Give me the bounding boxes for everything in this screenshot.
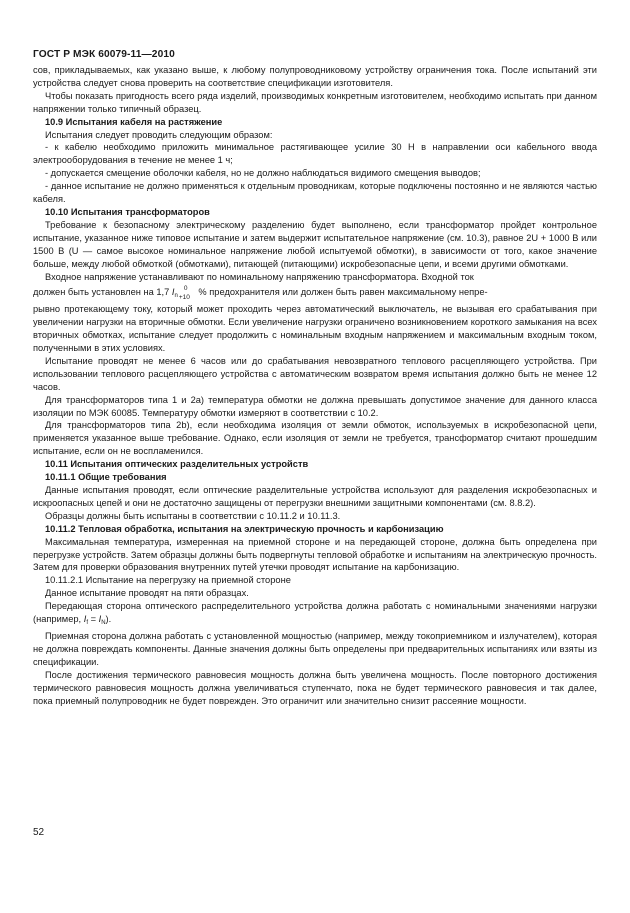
list-item: - данное испытание не должно применяться к отдельным проводникам, которые подключены постоянно и не являются частью кабеля. bbox=[33, 181, 597, 205]
paragraph: 10.11.2.1 Испытание на перегрузку на приемной стороне bbox=[45, 575, 291, 586]
section-heading: 10.11.1 Общие требования bbox=[45, 472, 167, 483]
document-header: ГОСТ Р МЭК 60079-11—2010 bbox=[33, 49, 175, 60]
paragraph: Испытания следует проводить следующим образом: bbox=[45, 129, 273, 140]
paragraph: Данное испытание проводят на пяти образцах. bbox=[45, 588, 249, 599]
formula-line: Передающая сторона оптического распределительного устройства должна работать с номинальными значениями нагрузки (например, $I_f = I_N$). bbox=[33, 601, 597, 627]
section-heading: 10.11 Испытания оптических разделительных устройств bbox=[45, 459, 309, 470]
paragraph: После достижения термического равновесия мощность должна быть увеличена мощность. После повторного достижения термического равновесия мощность должна увеличиваться ступенчато, пока не будет термического равновесия и так далее, пока приемный полупроводник не будет поврежден. Это ограничит или значительно снизит рассеяние мощности. bbox=[33, 669, 597, 706]
list-item: - допускается смещение оболочки кабеля, но не должно наблюдаться видимого смещения выводов; bbox=[45, 168, 481, 179]
paragraph: Максимальная температура, измеренная на приемной стороне и на передающей стороне, должна быть определена при перегрузке устройств. Затем образцы должны быть подвергнуты тепловой обработке и испытаниям на электрическую прочность. Затем для проверки образования внутренних путей утечки проводят испытание на карбонизацию. bbox=[33, 536, 597, 573]
page-body bbox=[33, 64, 597, 707]
paragraph: рывно протекающему току, который может проходить через автоматический выключатель, не вызывая его срабатывания при увеличении нагрузки на вторичные обмотки. Если увеличение нагрузки ограничено возникновением короткого замыкания на всех вторичных обмотках, испытание следует продолжить с номинальным входным напряжением и максимальным входным током, полученными в этих условиях. bbox=[33, 304, 597, 354]
paragraph: Для трансформаторов типа 2b), если необходима изоляция от земли обмоток, используемых в искробезопасной цепи, применяется указанное выше требование. Однако, если изоляция от земли не требуется, трансформатор считают прошедшим испытание, если он не воспламенился. bbox=[33, 420, 597, 457]
paragraph: Данные испытания проводят, если оптические разделительные устройства используют для разделения искробезопасных и искроопасных цепей и они не достаточно защищены от перегрузки внешними защитными компонентами (см. 8.8.2). bbox=[33, 485, 597, 508]
paragraph: Приемная сторона должна работать с установленной мощностью (например, между токоприемником и излучателем), которая не должна повреждать компоненты. Данные значения должны быть определены при предварительных испытаниях или взяты из спецификации. bbox=[33, 630, 597, 667]
paragraph: Чтобы показать пригодность всего ряда изделий, производимых конкретным изготовителем, необходимо испытать при данном напряжении только типичный образец. bbox=[33, 90, 597, 114]
section-heading: 10.10 Испытания трансформаторов bbox=[45, 206, 210, 217]
paragraph: Испытание проводят не менее 6 часов или до срабатывания невозвратного теплового расцепляющего устройства. При использовании теплового расцепляющего устройства с автоматическим возвратом время испытания должно быть не менее 12 часов. bbox=[33, 355, 597, 392]
paragraph: Входное напряжение устанавливают по номинальному напряжению трансформатора. Входной ток bbox=[45, 271, 474, 282]
paragraph: Для трансформаторов типа 1 и 2а) температура обмотки не должна превышать допустимое значение для данного класса изоляции по МЭК 60085. Температуру обмотки измеряют в соответствии с 10.2. bbox=[33, 394, 597, 418]
section-heading: 10.9 Испытания кабеля на растяжение bbox=[45, 116, 223, 127]
paragraph: сов, прикладываемых, как указано выше, к любому полупроводниковому устройству ограничения тока. После испытаний эти устройства следует снова проверить на соответствие спецификации изготовителя. bbox=[33, 65, 597, 88]
paragraph: Образцы должны быть испытаны в соответствии с 10.11.2 и 10.11.3. bbox=[45, 510, 341, 521]
tolerance: 0 +10 bbox=[178, 284, 190, 301]
list-item: - к кабелю необходимо приложить минимальное растягивающее усилие 30 Н в направлении оси кабельного ввода электрооборудования в течение не менее 1 ч; bbox=[33, 142, 597, 166]
page-number: 52 bbox=[33, 827, 45, 838]
section-heading: 10.11.2 Тепловая обработка, испытания на электрическую прочность и карбонизацию bbox=[45, 523, 444, 534]
paragraph: Требование к безопасному электрическому разделению будет выполнено, если трансформатор пройдет контрольное испытание, указанное ниже типовое испытание и затем выдержит испытательное напряжение (см. 10.3), равное 2U + 1000 В или 1500 В (U — самое высокое номинальное напряжение любой испытуемой обмотки), в зависимости от того, какое значение больше, между любой обмоткой (обмотками), питающей (питающими) искробезопасные цепи, и всеми другими обмотками. bbox=[33, 219, 597, 269]
formula-line: должен быть установлен на 1,7 $I_n$ 0 +10 % предохранителя или должен быть равен максимальному непре- bbox=[33, 284, 488, 301]
